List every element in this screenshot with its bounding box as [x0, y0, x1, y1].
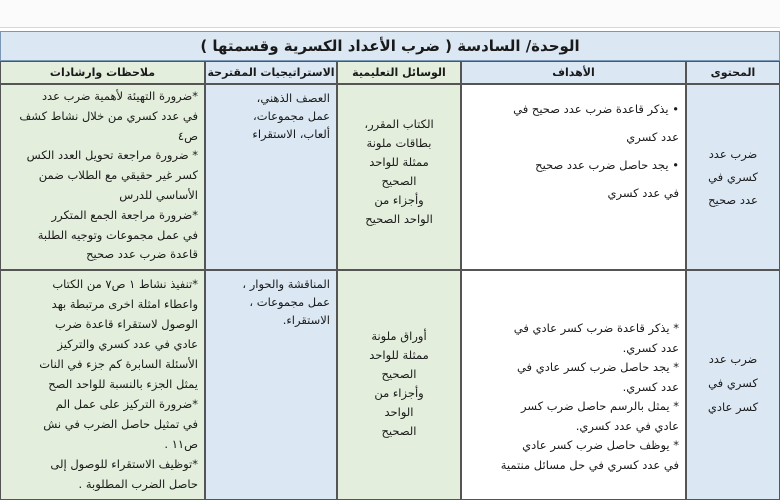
aid-line: ممثلة للواحد — [369, 348, 429, 362]
note-line: يمثل الجزء بالنسبة للواحد الصح — [48, 377, 198, 391]
goal-line: في عدد كسري — [607, 186, 679, 200]
unit-title-text: الوحدة/ السادسة ( ضرب الأعداد الكسرية وقسمتها ) — [200, 37, 580, 55]
note-line: * ضرورة مراجعة تحويل العدد الكس — [26, 148, 198, 163]
aid-line: بطاقات ملونة — [366, 136, 432, 150]
row1-content-cell — [686, 84, 780, 270]
note-line: كسر غير حقيقي مع الطلاب ضمن — [38, 168, 198, 183]
goal-line: * يمثل بالرسم حاصل ضرب كسر — [520, 399, 679, 413]
aid-line: الصحيح — [381, 424, 417, 438]
header-teaching-aids: الوسائل التعليمية — [337, 61, 461, 84]
aid-line: أوراق ملونة — [371, 329, 427, 343]
note-line: عادي في عدد كسري والتركيز — [57, 337, 198, 351]
strategy-line: المناقشة والحوار ، — [242, 277, 330, 291]
row2-goals-cell — [461, 270, 686, 500]
note-line: واعطاء امثلة اخرى مرتبطة بهد — [51, 297, 198, 311]
lesson-plan-table — [0, 27, 780, 500]
content-line: ضرب عدد — [708, 147, 758, 161]
strategy-line: العصف الذهني، — [256, 91, 330, 105]
unit-title — [0, 31, 780, 61]
row2-notes-cell — [0, 270, 205, 500]
row1-notes-cell — [0, 84, 205, 270]
content-line: كسري في — [708, 376, 758, 390]
viewer-top-bar — [0, 0, 780, 28]
aid-line: الصحيح — [381, 174, 417, 188]
goal-line: في عدد كسري في حل مسائل منتمية — [500, 457, 679, 472]
table-header-row — [0, 61, 780, 84]
goal-line: * يجد حاصل ضرب كسر عادي في — [516, 360, 679, 374]
note-line: قاعدة ضرب عدد صحيح — [86, 247, 198, 262]
strategy-line: الاستقراء. — [282, 313, 330, 327]
aid-line: الكتاب المقرر، — [364, 117, 434, 131]
goal-line: * يوظف حاصل ضرب كسر عادي — [522, 438, 679, 452]
note-line: حاصل الضرب المطلوبة . — [78, 477, 198, 491]
content-line: عدد صحيح — [708, 193, 758, 207]
row1-goals-cell — [461, 84, 686, 270]
header-notes: ملاحظات وارشادات — [0, 61, 205, 84]
aid-line: وأجزاء من — [374, 386, 424, 400]
aid-line: وأجزاء من — [374, 193, 424, 207]
note-line: *ضرورة التهيئة لأهمية ضرب عدد — [41, 89, 198, 103]
row2-content-cell — [686, 270, 780, 500]
goal-line: عادي في عدد كسري. — [575, 418, 679, 433]
header-goals: الأهداف — [461, 61, 686, 84]
aid-line: الواحد — [384, 405, 414, 419]
goal-line: • يجد حاصل ضرب عدد صحيح — [535, 158, 679, 172]
aid-line: ممثلة للواحد — [369, 155, 429, 169]
note-line: *ضرورة التركيز على عمل الم — [55, 397, 198, 411]
note-line: في تمثيل حاصل الضرب في نش — [43, 417, 198, 431]
note-line: *تنفيذ نشاط ١ ص٧ من الكتاب — [52, 277, 198, 291]
goal-line: • يذكر قاعدة ضرب عدد صحيح في — [513, 102, 679, 116]
aid-line: الصحيح — [381, 367, 417, 381]
note-line: في عمل مجموعات وتوجيه الطلبة — [37, 227, 198, 242]
note-line: *ضرورة مراجعة الجمع المتكرر — [51, 207, 198, 222]
strategy-line: عمل مجموعات، — [253, 109, 330, 123]
strategy-line: عمل مجموعات ، — [249, 295, 330, 309]
note-line: *توظيف الاستقراء للوصول إلى — [50, 457, 198, 471]
note-line: في عدد كسري من خلال نشاط كشف — [19, 108, 198, 123]
strategy-line: ألعاب، الاستقراء — [252, 127, 330, 141]
note-line: الأساسي للدرس — [119, 187, 198, 202]
content-line: كسر عادي — [707, 400, 759, 414]
goal-line: عدد كسري. — [622, 379, 679, 394]
row1-aids-cell — [337, 84, 461, 270]
goal-line: * يذكر قاعدة ضرب كسر عادي في — [513, 321, 679, 335]
note-line: ص١١ . — [164, 437, 198, 451]
content-line: ضرب عدد — [708, 352, 758, 366]
row1-strategies-cell — [205, 84, 337, 270]
header-strategies: الاستراتيجيات المقترحة — [205, 61, 337, 84]
note-line: ص٤ — [177, 128, 198, 143]
header-content: المحتوى — [686, 61, 780, 84]
aid-line: الواحد الصحيح — [365, 212, 433, 226]
row2-aids-cell — [337, 270, 461, 500]
content-line: كسري في — [708, 170, 758, 184]
goal-line: عدد كسري — [626, 130, 679, 144]
goal-line: عدد كسري. — [622, 340, 679, 355]
note-line: الوصول لاستقراء قاعدة ضرب — [55, 317, 198, 331]
note-line: الأسئلة السابرة كم جزء في النات — [39, 357, 198, 371]
row2-strategies-cell — [205, 270, 337, 500]
